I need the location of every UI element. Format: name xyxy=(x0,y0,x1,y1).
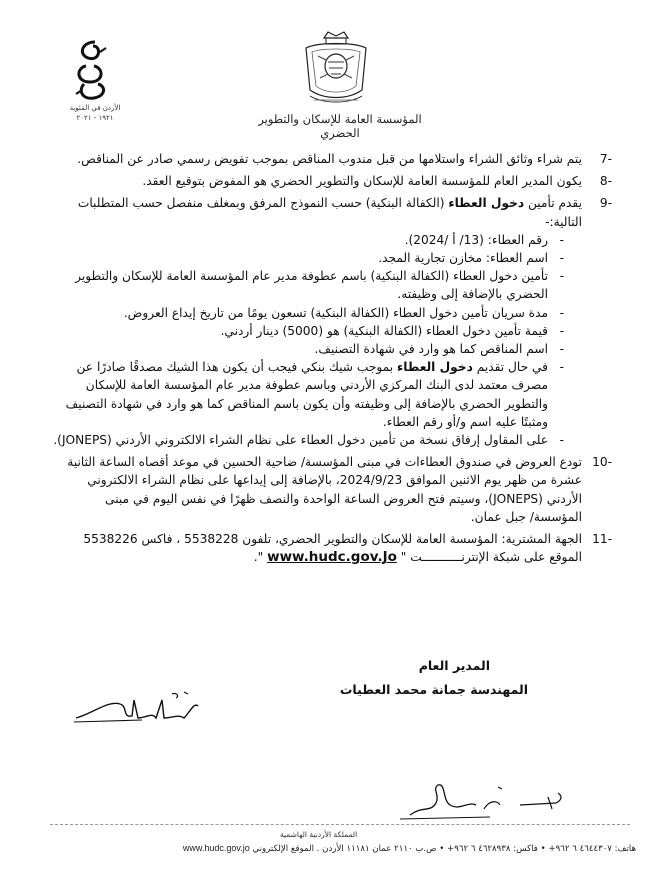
clause-text-post: (الكفالة البنكية) حسب النموذج المرفق وبمغلف منفصل حسب المتطلبات التالية:- xyxy=(77,196,582,229)
signatory-name: المهندسة جمانة محمد العطيات xyxy=(339,682,528,697)
list-item: - رقم العطاء: (13/ أ /2024). xyxy=(50,231,582,249)
cheque-bold-term: دخول العطاء xyxy=(397,360,473,375)
list-item: - اسم العطاء: مخازن تجارية المجد. xyxy=(50,249,582,267)
list-item-cheque xyxy=(50,358,582,431)
clause-text-pre: يقدم تأمين xyxy=(524,196,582,211)
list-item: - مدة سريان تأمين دخول العطاء (الكفالة البنكية) تسعون يومًا من تاريخ إيداع العروض. xyxy=(50,304,582,322)
initials-signatures xyxy=(380,775,570,823)
tender-conditions xyxy=(50,150,612,566)
jordan-emblem xyxy=(298,30,374,112)
list-item-joneps: - على المقاول إرفاق نسخة من تأمين دخول العطاء على نظام الشراء الالكتروني الأردني (JONEPS). xyxy=(50,431,582,449)
centenary-logo-icon xyxy=(60,36,130,104)
clause-text: يتم شراء وثائق الشراء واستلامها من قبل مندوب المناقص بموجب تفويض رسمي صادر عن المناقص. xyxy=(77,152,582,166)
list-item: - اسم المناقص كما هو وارد في شهادة التصنيف. xyxy=(50,340,582,358)
clause-10 xyxy=(50,453,612,526)
centenary-logo xyxy=(60,36,130,126)
centenary-years: ١٩٢١ - ٢٠٢١ xyxy=(76,114,114,122)
organization-name: المؤسسة العامة للإسكان والتطوير الحضري xyxy=(258,112,422,140)
clause-number: -11 xyxy=(592,532,612,547)
list-item: - قيمة تأمين دخول العطاء (الكفالة البنكية) هو (5000) دينار أردني. xyxy=(50,322,582,340)
list-item: - تأمين دخول العطاء (الكفالة البنكية) باسم عطوفة مدير عام المؤسسة العامة للإسكان والتطوير الحضري بالإضافة إلى وظيفته. xyxy=(50,267,582,303)
clause-number: -10 xyxy=(592,455,612,470)
clause-11 xyxy=(50,530,612,566)
footer-website-link[interactable]: www.hudc.gov.jo xyxy=(182,843,250,853)
clause-text-close: ". xyxy=(253,550,268,565)
clause-bold-term: دخول العطاء xyxy=(448,196,525,211)
website-link[interactable]: www.hudc.gov.Jo xyxy=(267,549,397,566)
clause-text: الجهة المشترية: المؤسسة العامة للإسكان والتطوير الحضري، تلفون 5538228 ، فاكس 5538226 الموقع على شبكة الإنترنـــــــــــت " xyxy=(83,532,582,565)
clause-number: -8 xyxy=(599,174,612,189)
footer-contact xyxy=(108,843,636,854)
centenary-caption: الأردن في المئوية xyxy=(69,104,121,112)
footer-contact-text: هاتف: ٤٦٤٤٣٠٧ ٦ ٩٦٢+ • فاكس: ٤٦٢٨٩٣٨ ٦ ٩٦٢+ • ص.ب ٢١١٠ عمان ١١١٨١ الأردن . الموقع الإلكتروني xyxy=(252,844,636,854)
clause-text: تودع العروض في صندوق العطاءات في مبنى المؤسسة/ ضاحية الحسين في موعد أقصاه الساعة الثانية عشرة من ظهر يوم الاثنين الموافق 2024/9/23، بالإضافة إلى إيداعها على نظام الشراء الالكتروني الأردني (JONEPS)، وسيتم فتح العروض الساعة الواحدة والنصف ظهرًا في نفس اليوم في مبنى المؤسسة/ جبل عمان. xyxy=(67,455,582,524)
footer-divider xyxy=(50,824,630,825)
cheque-text-pre: في حال تقديم xyxy=(472,360,548,375)
clause-8 xyxy=(50,172,612,190)
clause-text: يكون المدير العام للمؤسسة العامة للإسكان والتطوير الحضري هو المفوض بتوقيع العقد. xyxy=(142,174,582,189)
handwritten-signature xyxy=(72,688,202,728)
clause-9 xyxy=(50,194,612,449)
clause-number: -7 xyxy=(599,152,612,166)
footer-country: المملكة الأردنية الهاشمية xyxy=(280,830,358,839)
clause-7 xyxy=(50,150,612,168)
cheque-text-post: بموجب شيك بنكي فيجب أن يكون هذا الشيك مصدقًا صادرًا عن مصرف معتمد لدى البنك المركزي الأردني وباسم عطوفة مدير عام المؤسسة العامة للإسكان والتطوير الحضري بالإضافة إلى وظيفته وأن يكون باسم المناقص كما هو وارد في شهادة التصنيف ومثبتًا عليه اسم و/أو رقم العطاء. xyxy=(65,360,548,429)
signatory-title: المدير العام xyxy=(418,658,490,673)
bid-bond-requirements xyxy=(50,231,582,449)
coat-of-arms-icon xyxy=(298,30,374,112)
clause-number: -9 xyxy=(599,196,612,211)
